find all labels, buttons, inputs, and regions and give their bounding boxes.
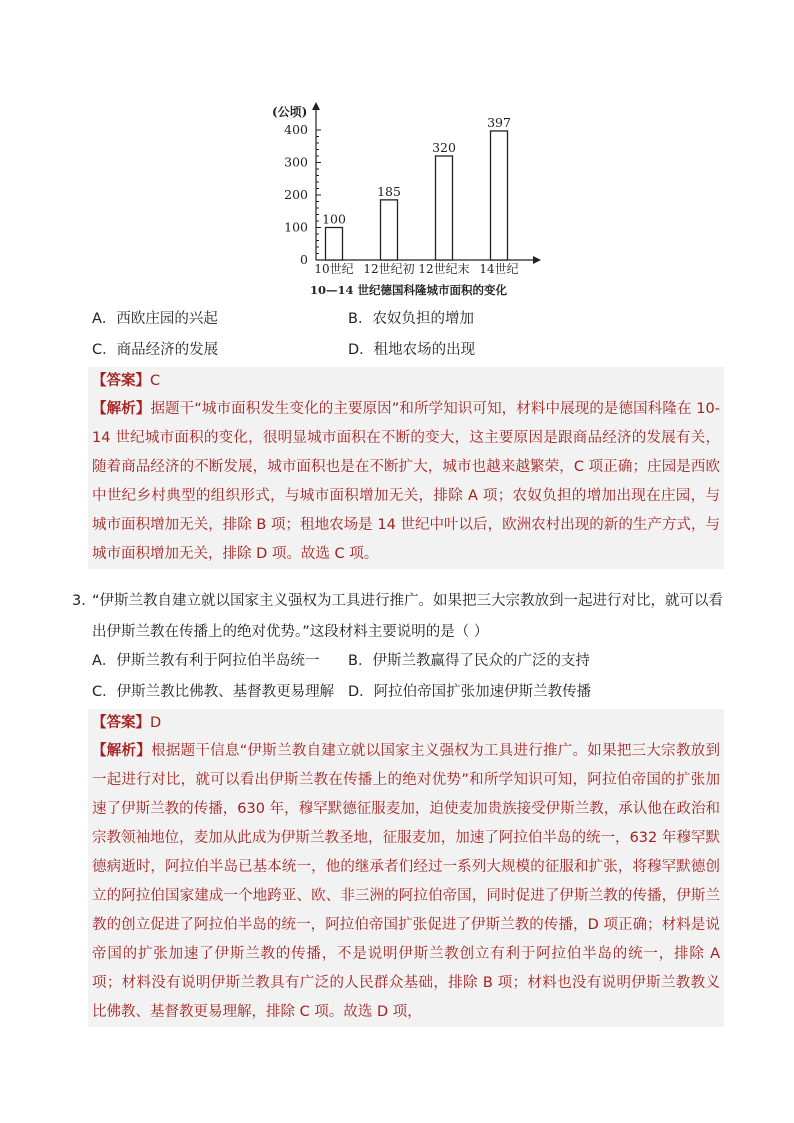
data-label: 320 (432, 140, 456, 155)
q3-answer-block (88, 709, 724, 1027)
category-label: 14世纪 (479, 262, 519, 276)
option-letter: B． (348, 311, 373, 327)
q3-answer (88, 709, 724, 737)
bar (381, 200, 398, 260)
answer-value: D (150, 715, 162, 731)
option-text: 西欧庄园的兴起 (116, 311, 218, 327)
bar (436, 156, 453, 260)
q3-option-c[interactable] (92, 682, 334, 702)
y-tick-label: 300 (284, 154, 308, 170)
option-text: 农奴负担的增加 (372, 311, 474, 327)
option-letter: D． (348, 684, 374, 700)
chart-title: 10—14 世纪德国科隆城市面积的变化 (310, 283, 508, 297)
answer-tag: 【答案】 (92, 715, 150, 731)
option-text: 伊斯兰教赢得了民众的广泛的支持 (372, 653, 590, 669)
q3-option-d[interactable] (348, 682, 591, 702)
option-text: 阿拉伯帝国扩张加速伊斯兰教传播 (373, 684, 592, 700)
option-letter: D． (348, 342, 374, 358)
y-axis-arrow (312, 102, 320, 110)
analysis-tag: 【解析】 (92, 401, 151, 417)
answer-value: C (150, 373, 161, 389)
bar (326, 228, 343, 261)
analysis-text: 根据题干信息“伊斯兰教自建立就以国家主义强权为工具进行推广。如果把三大宗教放到一起进行对比，就可以看出伊斯兰教在传播上的绝对优势”和所学知识可知，阿拉伯帝国的扩张加速了伊斯兰教的传播，630 年，穆罕默德征服麦加，迫使麦加贵族接受伊斯兰教，承认他在政治和宗教领袖地位，麦加从此成为伊斯兰教圣地，征服麦加，加速了阿拉伯半岛的统一，632 年穆罕默德病逝时，阿拉伯半岛已基本统一，他的继承者们经过一系列大规模的征服和扩张，将穆罕默德创立的阿拉伯国家建成一个地跨亚、欧、非三洲的阿拉伯帝国，同时促进了伊斯兰教的传播，伊斯兰教的创立促进了阿拉伯半岛的统一，阿拉伯帝国扩张促进了伊斯兰教的传播，D 项正确；材料是说帝国的扩张加速了伊斯兰教的传播，不是说明伊斯兰教创立有利于阿拉伯半岛的统一，排除 A 项；材料没有说明伊斯兰教具有广泛的人民群众基础，排除 B 项；材料也没有说明伊斯兰教教义比佛教、基督教更易理解，排除 C 项。故选 D 项， (92, 743, 720, 1020)
question-text: “伊斯兰教自建立就以国家主义强权为工具进行推广。如果把三大宗教放到一起进行对比，就可以看出伊斯兰教在传播上的绝对优势。”这段材料主要说明的是（ ） (92, 593, 724, 640)
q2-option-a[interactable] (92, 309, 218, 329)
category-label: 10世纪 (314, 262, 354, 276)
answer-tag: 【答案】 (92, 373, 150, 389)
y-tick-label: 100 (284, 219, 308, 235)
y-tick-label: 0 (300, 252, 308, 267)
y-tick-label: 400 (284, 122, 308, 137)
bar-chart (260, 98, 550, 303)
q3-analysis (88, 737, 724, 1027)
q3-option-b[interactable] (348, 651, 590, 671)
q3-stem (72, 586, 724, 648)
analysis-text: 据题干“城市面积发生变化的主要原因”和所学知识可知，材料中展现的是德国科隆在 10-14 世纪城市面积的变化，很明显城市面积在不断的变大，这主要原因是跟商品经济的发展有关，随着商品经济的不断发展，城市面积也是在不断扩大，城市也越来越繁荣，C 项正确；庄园是西欧中世纪乡村典型的组织形式，与城市面积增加无关，排除 A 项；农奴负担的增加出现在庄园，与城市面积增加无关，排除 B 项；租地农场是 14 世纪中叶以后，欧洲农村出现的新的生产方式，与城市面积增加无关，排除 D 项。故选 C 项。 (92, 401, 720, 562)
category-label: 12世纪末 (418, 262, 470, 276)
option-letter: B． (348, 653, 373, 669)
q2-option-c[interactable] (92, 340, 218, 360)
bar (491, 131, 508, 260)
option-letter: C． (92, 342, 117, 358)
data-label: 185 (377, 183, 401, 199)
q3-option-a[interactable] (92, 651, 319, 671)
option-text: 伊斯兰教比佛教、基督教更易理解 (116, 684, 335, 700)
q2-analysis (88, 395, 724, 569)
option-text: 商品经济的发展 (116, 342, 219, 358)
y-axis-label: (公顷) (272, 105, 308, 119)
option-letter: A． (92, 653, 117, 669)
q2-answer-block (88, 367, 724, 569)
data-label: 397 (487, 114, 511, 130)
q2-answer (88, 367, 724, 395)
category-label: 12世纪初 (363, 262, 415, 276)
y-tick-label: 200 (284, 187, 308, 202)
data-label: 100 (322, 211, 346, 227)
q2-option-b[interactable] (348, 309, 474, 329)
question-number: 3． (72, 593, 96, 609)
option-text: 伊斯兰教有利于阿拉伯半岛统一 (116, 653, 320, 669)
analysis-tag: 【解析】 (92, 743, 152, 759)
option-letter: C． (92, 684, 117, 700)
option-letter: A． (92, 311, 117, 327)
option-text: 租地农场的出现 (373, 342, 476, 358)
x-axis-arrow (533, 256, 541, 264)
q2-option-d[interactable] (348, 340, 475, 360)
